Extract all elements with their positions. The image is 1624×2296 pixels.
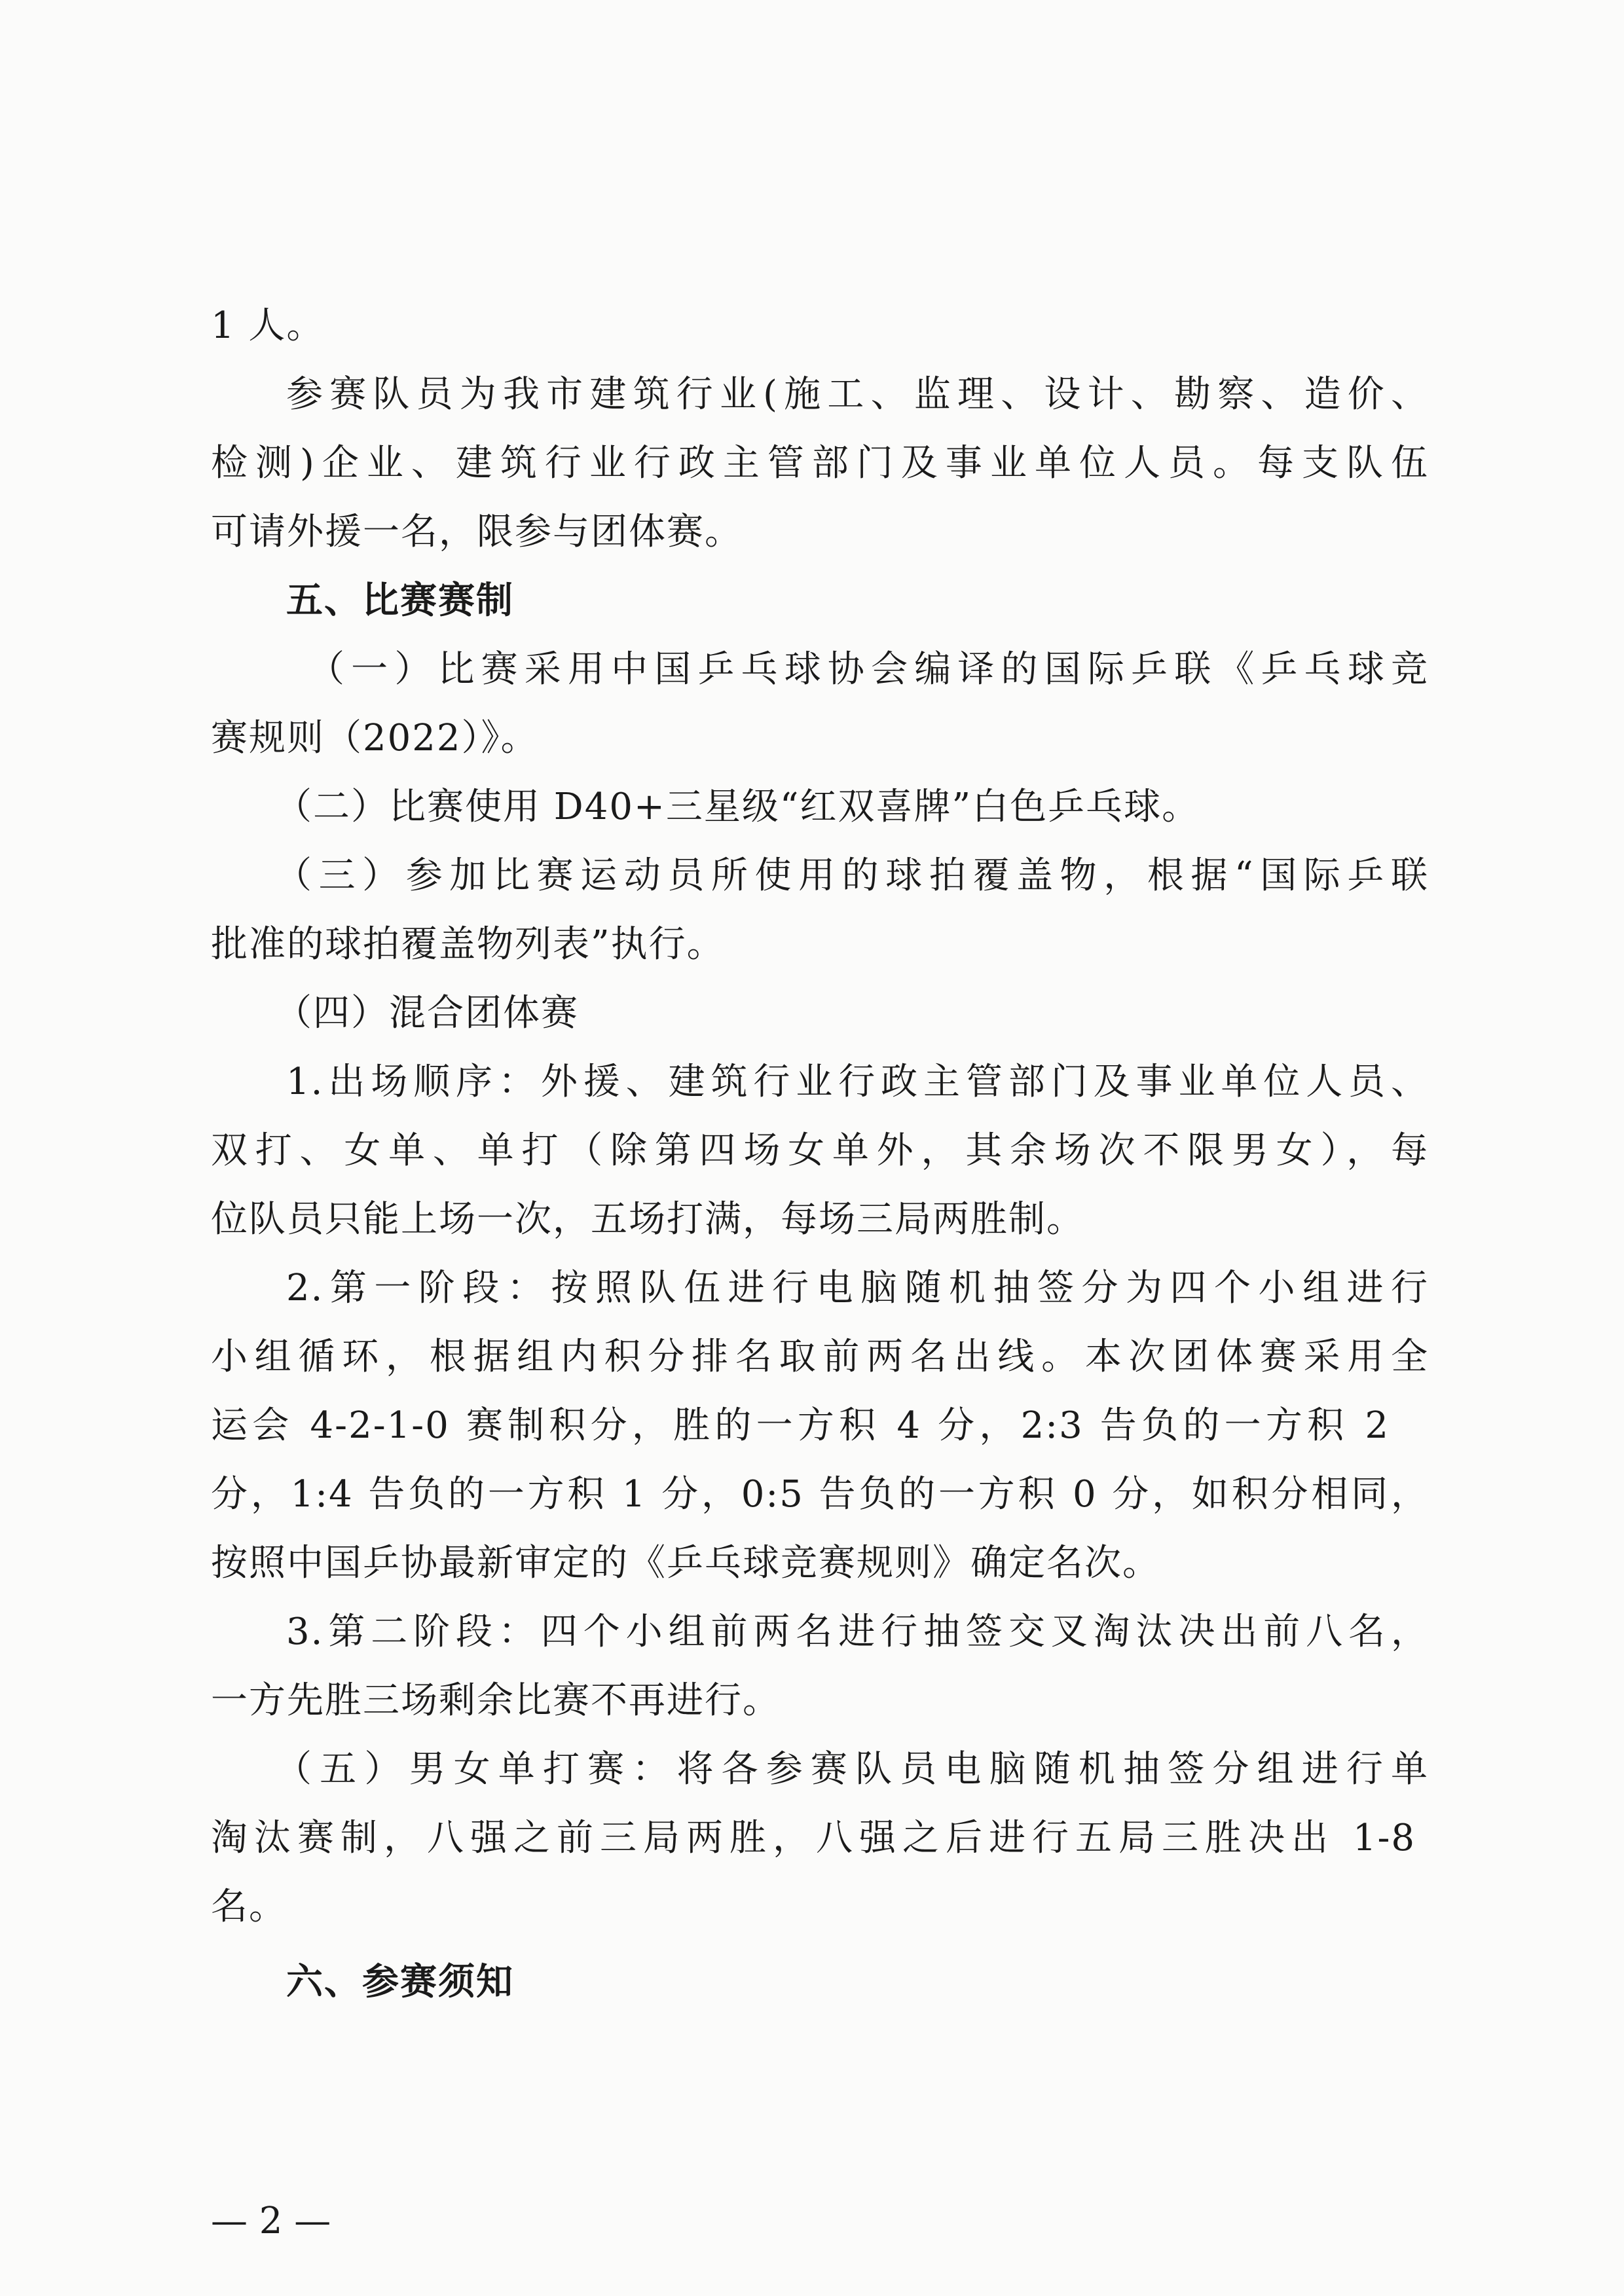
- text-line-6: （一）比赛采用中国乒乓球协会编译的国际乒联《乒乓球竞: [308, 648, 1429, 691]
- text-line-1: 1 人。: [211, 304, 325, 347]
- page-number: — 2 —: [211, 2200, 331, 2242]
- text-line-20: 3.第二阶段：四个小组前两名进行抽签交叉淘汰决出前八名，: [286, 1611, 1429, 1653]
- text-line-19: 按照中国乒协最新审定的《乒乓球竞赛规则》确定名次。: [211, 1542, 1160, 1584]
- text-line-21: 一方先胜三场剩余比赛不再进行。: [211, 1679, 781, 1722]
- section-heading-5: 五、比赛赛制: [286, 579, 514, 622]
- text-line-24: 名。: [211, 1886, 287, 1928]
- text-line-17: 运会 4-2-1-0 赛制积分，胜的一方积 4 分，2:3 告负的一方积 2: [211, 1404, 1390, 1447]
- section-heading-25: 六、参赛须知: [286, 1961, 514, 2003]
- text-line-2: 参赛队员为我市建筑行业(施工、监理、设计、勘察、造价、: [286, 373, 1429, 416]
- text-line-11: （四）混合团体赛: [275, 992, 579, 1034]
- text-line-3: 检测)企业、建筑行业行政主管部门及事业单位人员。每支队伍: [211, 442, 1429, 484]
- text-line-23: 淘汰赛制，八强之前三局两胜，八强之后进行五局三胜决出 1-8: [211, 1817, 1416, 1859]
- text-line-15: 2.第一阶段：按照队伍进行电脑随机抽签分为四个小组进行: [286, 1267, 1429, 1309]
- text-line-7: 赛规则（2022）》。: [211, 717, 539, 759]
- text-line-8: （二）比赛使用 D40+三星级“红双喜牌”白色乒乓球。: [275, 786, 1200, 828]
- text-line-16: 小组循环，根据组内积分排名取前两名出线。本次团体赛采用全: [211, 1336, 1429, 1378]
- text-line-9: （三）参加比赛运动员所使用的球拍覆盖物，根据“国际乒联: [275, 854, 1429, 897]
- text-line-12: 1.出场顺序：外援、建筑行业行政主管部门及事业单位人员、: [286, 1061, 1429, 1103]
- text-line-13: 双打、女单、单打（除第四场女单外，其余场次不限男女），每: [211, 1129, 1429, 1172]
- text-line-18: 分，1:4 告负的一方积 1 分，0:5 告负的一方积 0 分，如积分相同，: [211, 1473, 1429, 1516]
- text-line-4: 可请外援一名，限参与团体赛。: [211, 511, 743, 553]
- text-line-22: （五）男女单打赛：将各参赛队员电脑随机抽签分组进行单: [275, 1748, 1429, 1791]
- text-line-14: 位队员只能上场一次，五场打满，每场三局两胜制。: [211, 1198, 1084, 1241]
- text-line-10: 批准的球拍覆盖物列表”执行。: [211, 923, 725, 966]
